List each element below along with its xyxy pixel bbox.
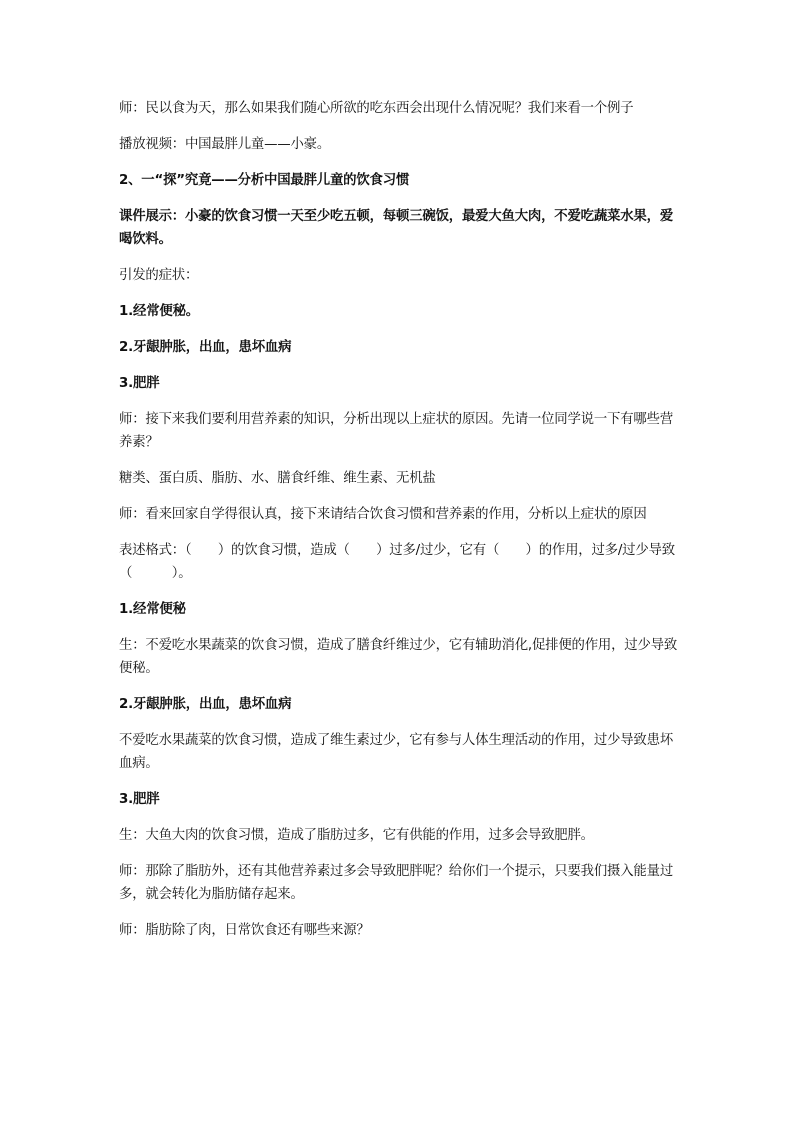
paragraph-play-video: 播放视频：中国最胖儿童——小豪。 [119,137,331,152]
analysis-answer-2: 不爱吃水果蔬菜的饮食习惯，造成了维生素过少，它有参与人体生理活动的作用，过少导致患坏血病。 [119,733,674,771]
paragraph-teacher-intro: 师：民以食为天，那么如果我们随心所欲的吃东西会出现什么情况呢？我们来看一个例子 [119,101,634,116]
symptom-item-2: 2.牙龈肿胀，出血，患坏血病 [119,340,292,355]
analysis-answer-3: 生：大鱼大肉的饮食习惯，造成了脂肪过多，它有供能的作用，过多会导致肥胖。 [119,828,594,843]
paragraph-teacher-nutrients: 师：接下来我们要利用营养素的知识，分析出现以上症状的原因。先请一位同学说一下有哪些营养素？ [119,412,674,450]
symptom-item-1: 1.经常便秘。 [119,304,199,319]
paragraph-nutrient-list: 糖类、蛋白质、脂肪、水、膳食纤维、维生素、无机盐 [119,471,436,486]
analysis-heading-2: 2.牙龈肿胀，出血，患坏血病 [119,697,292,712]
symptom-item-3: 3.肥胖 [119,376,160,391]
paragraph-format: 表述格式：（ ）的饮食习惯，造成（ ）过多/过少，它有（ ）的作用，过多/过少导致（ ）。 [119,543,675,581]
analysis-answer-1: 生：不爱吃水果蔬菜的饮食习惯，造成了膳食纤维过少，它有辅助消化,促排便的作用，过少导致便秘。 [119,638,678,676]
paragraph-symptoms-label: 引发的症状： [119,268,199,283]
document-body [119,97,679,955]
paragraph-courseware-display: 课件展示：小豪的饮食习惯一天至少吃五顿，每顿三碗饭，最爱大鱼大肉，不爱吃蔬菜水果，爱喝饮料。 [119,209,674,247]
analysis-heading-1: 1.经常便秘 [119,602,186,617]
analysis-heading-3: 3.肥胖 [119,792,160,807]
paragraph-teacher-hint: 师：那除了脂肪外，还有其他营养素过多会导致肥胖呢？给你们一个提示，只要我们摄入能量过多，就会转化为脂肪储存起来。 [119,864,674,902]
paragraph-teacher-analyze: 师：看来回家自学得很认真，接下来请结合饮食习惯和营养素的作用，分析以上症状的原因 [119,507,647,522]
paragraph-teacher-question: 师：脂肪除了肉，日常饮食还有哪些来源？ [119,923,370,938]
section-heading: 2、一“探”究竟——分析中国最胖儿童的饮食习惯 [119,173,410,188]
